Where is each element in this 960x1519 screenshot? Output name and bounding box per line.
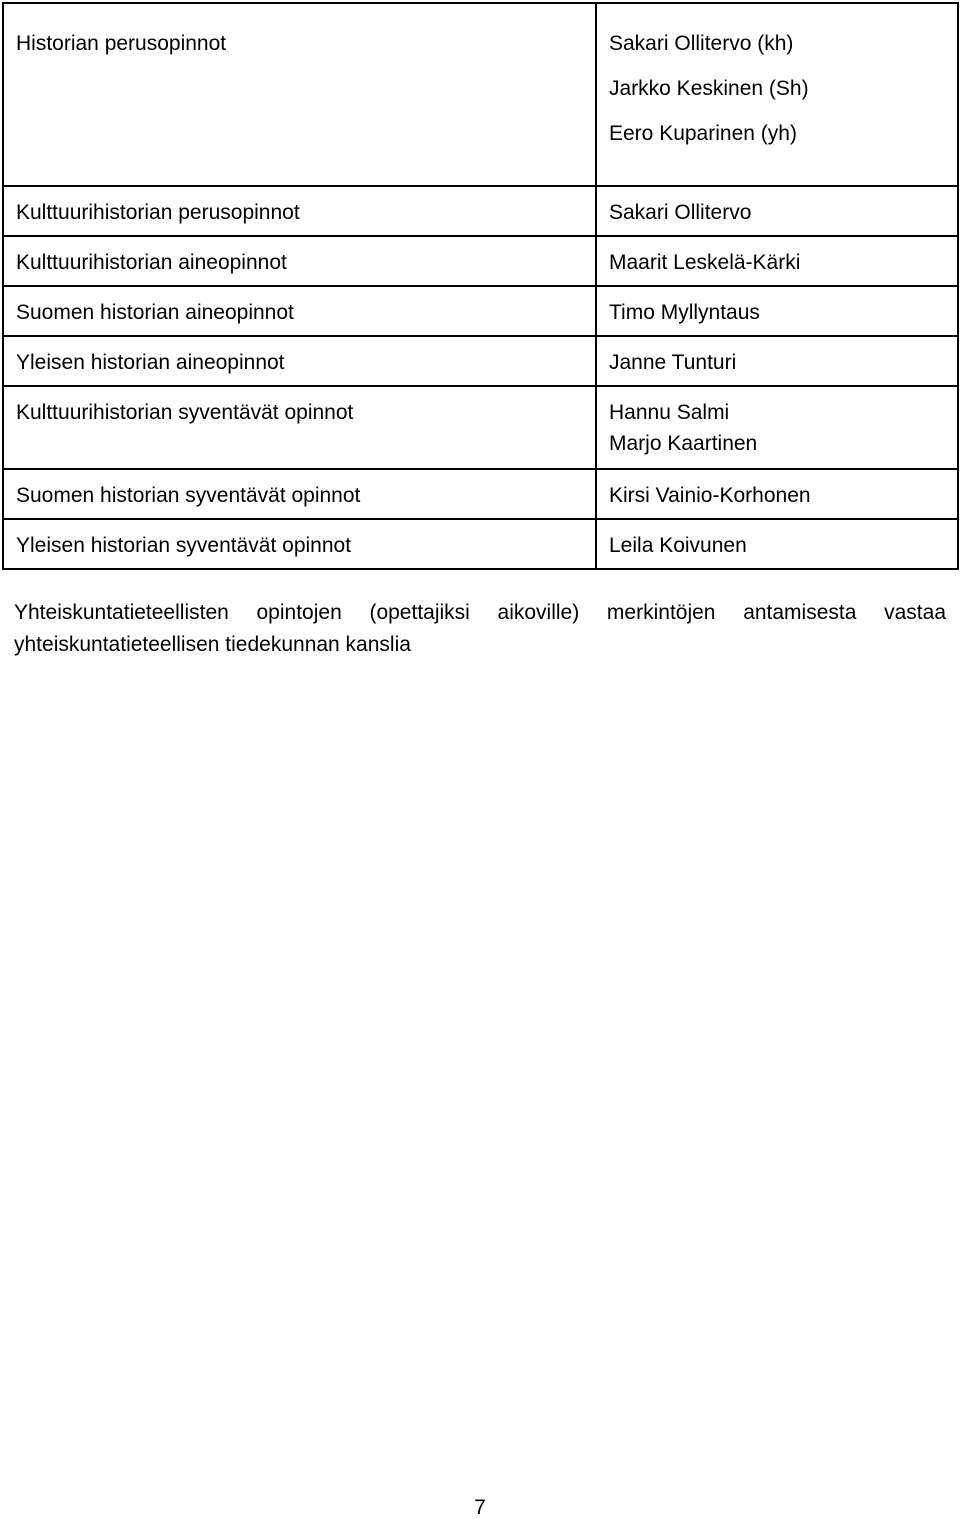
responsible-person: Eero Kuparinen (yh) xyxy=(609,122,797,145)
study-module-cell xyxy=(3,469,596,519)
responsible-person: Janne Tunturi xyxy=(609,351,737,374)
responsible-persons-cell xyxy=(596,3,958,186)
footnote-paragraph: Yhteiskuntatieteellisten opintojen (opettajiksi aikoville) merkintöjen antamisesta vastaa yhteiskuntatieteellisen tiedekunnan kanslia xyxy=(14,601,946,656)
responsible-person: Jarkko Keskinen (Sh) xyxy=(609,77,809,100)
responsible-persons-cell xyxy=(596,519,958,569)
study-module-cell xyxy=(3,336,596,386)
responsible-persons-cell xyxy=(596,236,958,286)
table-row xyxy=(3,286,958,336)
table-row xyxy=(3,519,958,569)
study-module-cell xyxy=(3,386,596,469)
responsible-persons-cell xyxy=(596,186,958,236)
responsible-persons-cell xyxy=(596,386,958,469)
responsible-person: Marjo Kaartinen xyxy=(609,432,758,455)
study-module-name: Suomen historian aineopinnot xyxy=(16,301,294,324)
table-row xyxy=(3,386,958,469)
responsible-person: Timo Myllyntaus xyxy=(609,301,760,324)
study-module-name: Yleisen historian aineopinnot xyxy=(16,351,285,374)
responsible-person: Sakari Ollitervo xyxy=(609,201,752,224)
study-module-name: Suomen historian syventävät opinnot xyxy=(16,484,361,507)
table-row xyxy=(3,469,958,519)
table-row xyxy=(3,3,958,186)
responsible-persons-cell xyxy=(596,286,958,336)
table-row xyxy=(3,236,958,286)
responsibility-table xyxy=(2,2,959,570)
responsible-person: Maarit Leskelä-Kärki xyxy=(609,251,801,274)
responsible-person: Hannu Salmi xyxy=(609,401,730,424)
responsible-persons-cell xyxy=(596,336,958,386)
study-module-cell xyxy=(3,519,596,569)
study-module-name: Kulttuurihistorian aineopinnot xyxy=(16,251,287,274)
responsible-persons-cell xyxy=(596,469,958,519)
responsible-person: Kirsi Vainio-Korhonen xyxy=(609,484,811,507)
study-module-name: Yleisen historian syventävät opinnot xyxy=(16,534,352,557)
responsible-person: Leila Koivunen xyxy=(609,534,747,557)
responsible-person: Sakari Ollitervo (kh) xyxy=(609,32,794,55)
page-number: 7 xyxy=(474,1496,486,1519)
study-module-name: Kulttuurihistorian perusopinnot xyxy=(16,201,300,224)
study-module-cell xyxy=(3,3,596,186)
table-row xyxy=(3,336,958,386)
table-row xyxy=(3,186,958,236)
study-module-cell xyxy=(3,186,596,236)
study-module-cell xyxy=(3,236,596,286)
study-module-name: Historian perusopinnot xyxy=(16,32,227,55)
study-module-cell xyxy=(3,286,596,336)
study-module-name: Kulttuurihistorian syventävät opinnot xyxy=(16,401,354,424)
